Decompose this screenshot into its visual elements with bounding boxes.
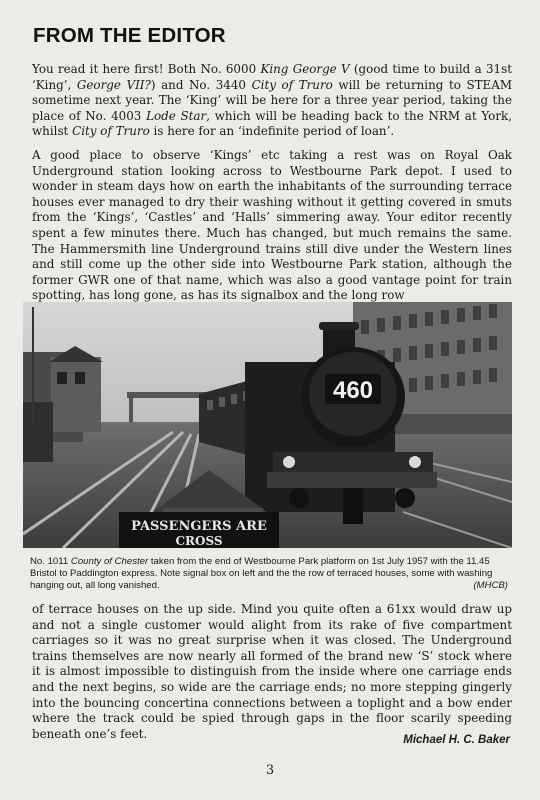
paragraph-terrace: of terrace houses on the up side. Mind you quite often a 61xx would draw up and not a single customer would alight from its rake of five compartment carriages so it was no great surprise when it was closed. The Underground trains themselves are now nearly all formed of the brand new ‘S’ stock where it is almost impossible to distinguish from the inside where one carriage ends and the next begins, so wide are the carriage ends; no more stepping gingerly into the bouncing concertina connections between a toplight and a bow ender where the track could be spied through gaps in the floor scarily speeding beneath one’s feet. — [32, 602, 512, 741]
paragraph-intro — [32, 62, 512, 140]
paragraph-royal-oak: A good place to observe ‘Kings’ etc taking a rest was on Royal Oak Underground station looking across to Westbourne Park depot. I used to wonder in steam days how on earth the inhabitants of the surrounding terrace houses ever managed to dry their washing without it getting covered in smuts from the ‘Kings’, ‘Castles’ and ‘Halls’ simmering away. Your editor recently spent a few minutes there. Much has changed, but much remains the same. The Hammersmith line Underground trains still dive under the Western lines and still come up the other side into Westbourne Park station, although the former GWR one of that name, which was also a good vantage point for train spotting, has long gone, as has its signalbox and the long row — [32, 148, 512, 303]
italic-run: George VII? — [76, 77, 151, 92]
text-run: You read it here first! Both No. 6000 — [32, 62, 261, 76]
italic-run: Lode Star — [146, 108, 207, 123]
sign-line-1: PASSENGERS ARE — [131, 519, 267, 534]
italic-run: King George V — [260, 62, 350, 76]
text-run: , which will be heading back to the NRM at York, whilst — [32, 108, 512, 139]
locomotive-photo — [23, 302, 512, 548]
sign-line-2: CROSS — [175, 534, 223, 548]
page-title: FROM THE EDITOR — [33, 24, 226, 47]
text-run: taken from the end of Westbourne Park platform on 1st July 1957 with the 11.45 Bristol to Paddington express. Note signal box on left and the the row of terraced houses, some with washing hanging out, all long vanished. — [30, 556, 493, 592]
photo-credit: (MHCB) — [473, 580, 508, 592]
text-run: No. 1011 — [30, 556, 71, 567]
italic-run: City of Truro — [251, 77, 333, 92]
photo-caption — [30, 556, 508, 593]
smokebox-numberplate: 460 — [332, 377, 374, 404]
text-run: (good time to build a 31st ‘King’, — [32, 62, 512, 92]
italic-run: County of Chester — [70, 556, 149, 567]
text-run: is here for an ‘indefinite period of loan’. — [149, 124, 395, 139]
page-number: 3 — [265, 763, 275, 778]
author-signature: Michael H. C. Baker — [403, 734, 510, 746]
italic-run: City of Truro — [72, 124, 150, 139]
text-run: will be returning to STEAM sometime next year. The ‘King’ will be here for a three year period, taking the place of No. 4003 — [32, 77, 512, 123]
text-run: ) and No. 3440 — [150, 77, 252, 92]
